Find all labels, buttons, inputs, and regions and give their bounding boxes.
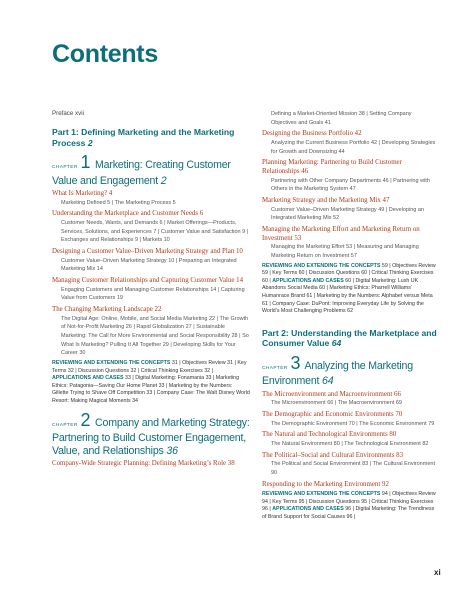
toc-review-block[interactable] (262, 491, 437, 521)
toc-subsection-entry[interactable]: The Political and Social Environment 83 | The Cultural Environment 90 (271, 461, 435, 476)
toc-left-column (52, 110, 250, 469)
toc-section-entry[interactable]: Designing the Business Portfolio 42 (262, 130, 362, 138)
review-heading: REVIEWING AND EXTENDING THE CONCEPTS (52, 360, 171, 367)
chapter-label: CHAPTER (52, 165, 78, 170)
review-heading-page: 59 (381, 262, 388, 269)
applications-heading: APPLICATIONS AND CASES (52, 375, 124, 382)
toc-section-entry[interactable]: Managing the Marketing Effort and Marketing Return on Investment 53 (262, 226, 420, 242)
applications-items: | Digital Marketing: The Trendiness of Brand Support for Social Causes 96 | (262, 506, 435, 521)
toc-chapter-heading[interactable] (52, 152, 250, 187)
toc-subsection-entry[interactable]: Managing the Marketing Effort 53 | Measuring and Managing Marketing Return on Investment 57 (271, 244, 419, 259)
toc-part-heading[interactable] (52, 127, 250, 148)
applications-items: | Digital Marketing: Fonamania 33 | Marketing Ethics: Patagonia—Saving Our Home Planet 33 | Marketing by the Numbers: Gillette Trying to Shave Off Competition 33 | Company Case: The Walt Disney World Resort: Making Magical Moments 34 (52, 375, 250, 405)
toc-review-block[interactable] (262, 263, 437, 316)
chapter-page: 2 (160, 174, 167, 187)
applications-heading-page: 33 (125, 375, 131, 382)
toc-section-entry[interactable]: The Demographic and Economic Environments 70 (262, 411, 403, 419)
review-items: | Objectives Review 31 | Key Terms 32 | Discussion Questions 32 | Critical Thinking Exercises 32 | (52, 360, 247, 374)
toc-subsection-entry[interactable]: The Natural Environment 80 | The Technological Environment 82 (271, 440, 429, 447)
toc-section-entry[interactable]: Managing Customer Relationships and Capturing Customer Value 14 (52, 277, 244, 284)
part-page: 2 (87, 137, 93, 148)
chapter-title: Company and Marketing Strategy: Partnering to Build Customer Engagement, Value, and Relationships (52, 416, 250, 457)
review-heading: REVIEWING AND EXTENDING THE CONCEPTS (262, 491, 381, 498)
toc-section-entry[interactable]: Marketing Strategy and the Marketing Mix 47 (262, 197, 390, 204)
toc-subsection-entry[interactable]: Customer Needs, Wants, and Demands 6 | Market Offerings—Products, Services, Solutions, and Experiences 7 | Customer Value and Satisfaction 9 | Exchanges and Relationships 9 | Markets 10 (61, 219, 249, 244)
toc-section-entry[interactable]: The Natural and Technological Environments 80 (262, 431, 397, 439)
toc-subsection-entry[interactable]: Customer Value–Driven Marketing Strategy 49 | Developing an Integrated Marketing Mix 52 (271, 206, 424, 222)
toc-part-heading[interactable] (262, 328, 437, 349)
chapter-title: Analyzing the Marketing Environment (262, 359, 413, 388)
applications-heading: APPLICATIONS AND CASES (272, 506, 344, 513)
toc-subsection-entry[interactable]: The Digital Age: Online, Mobile, and Social Media Marketing 22 | The Growth of Not-for-Profit Marketing 26 | Rapid Globalization 27 | Sustainable Marketing: The Call for More Environmental and Social Responsibility 28 | So What Is Marketing? Pulling It All Together 29 | Developing Skills for Your Career 30 (61, 315, 249, 357)
toc-section-entry[interactable]: The Microenvironment and Macroenvironment 66 (262, 390, 401, 398)
chapter-number: 1 (80, 152, 91, 172)
applications-heading-page: 96 (345, 506, 352, 513)
applications-items: | Digital Marketing: Lush UK Abandons Social Media 60 | Marketing Ethics: Pharrell Williams’ Humanrace Brand 61 | Marketing by the Numbers: Alphabet versus Meta 61 | Company Case: DuPont: Improving Everyday Life by Solving the World’s Most Challenging Problems 62 (262, 277, 433, 315)
page-number: xi (434, 568, 441, 577)
toc-section-entry[interactable]: What Is Marketing? 4 (52, 190, 113, 197)
toc-chapter-heading[interactable] (52, 409, 250, 458)
part-title: Part 1: Defining Marketing and the Marketing Process (52, 127, 235, 148)
page-title: Contents (52, 40, 158, 68)
preface-entry[interactable]: Preface xvii (52, 110, 84, 117)
chapter-page: 64 (322, 375, 334, 388)
toc-subsection-entry[interactable]: Partnering with Other Company Departments 46 | Partnering with Others in the Marketing System 47 (271, 177, 430, 193)
toc-section-entry[interactable]: Company-Wide Strategic Planning: Defining Marketing’s Role 38 (52, 460, 235, 468)
toc-subsection-entry[interactable]: The Demographic Environment 70 | The Economic Environment 79 (271, 420, 435, 427)
toc-subsection-entry[interactable]: Marketing Defined 5 | The Marketing Process 5 (61, 199, 176, 206)
toc-subsection-entry[interactable]: Defining a Market-Oriented Mission 38 | Setting Company Objectives and Goals 41 (271, 111, 412, 126)
applications-heading: APPLICATIONS AND CASES (272, 277, 344, 284)
toc-section-entry[interactable]: Planning Marketing: Partnering to Build Customer Relationships 46 (262, 159, 402, 175)
toc-subsection-entry[interactable]: Customer Value–Driven Marketing Strategy 10 | Preparing an Integrated Marketing Mix 14 (61, 257, 237, 273)
part-title: Part 2: Understanding the Marketplace and Consumer Value (262, 327, 437, 349)
toc-subsection-entry[interactable]: Engaging Customers and Managing Customer Relationships 14 | Capturing Value from Customers 19 (61, 286, 245, 302)
toc-section-entry[interactable]: Understanding the Marketplace and Customer Needs 6 (52, 210, 204, 218)
toc-chapter-heading[interactable] (262, 352, 437, 388)
chapter-label: CHAPTER (52, 422, 78, 428)
chapter-number: 2 (80, 409, 91, 430)
toc-subsection-entry[interactable]: Analyzing the Current Business Portfolio 42 | Developing Strategies for Growth and Downsizing 44 (271, 140, 436, 155)
review-items: | Objectives Review 94 | Key Terms 95 | Discussion Questions 95 | Critical Thinking Exercises 96 | (262, 491, 436, 513)
toc-section-entry[interactable]: The Political–Social and Cultural Environments 83 (262, 451, 404, 459)
review-heading-page: 94 (381, 491, 388, 498)
chapter-number: 3 (290, 352, 301, 373)
toc-section-entry[interactable]: The Changing Marketing Landscape 22 (52, 306, 162, 313)
part-page: 64 (331, 338, 342, 349)
review-heading-page: 31 (171, 360, 178, 367)
chapter-page: 36 (166, 444, 178, 457)
toc-review-block[interactable] (52, 360, 250, 406)
chapter-label: CHAPTER (262, 365, 288, 371)
applications-heading-page: 60 (345, 277, 352, 284)
toc-section-entry[interactable]: Responding to the Marketing Environment 92 (262, 480, 389, 488)
chapter-title: Marketing: Creating Customer Value and Engagement (52, 159, 231, 187)
review-items: | Objectives Review 59 | Key Terms 60 | Discussion Questions 60 | Critical Thinking Exercises 60 | (262, 262, 436, 284)
toc-subsection-entry[interactable]: The Microenvironment 66 | The Macroenvironment 69 (271, 400, 402, 407)
toc-right-column (262, 110, 437, 522)
review-heading: REVIEWING AND EXTENDING THE CONCEPTS (262, 262, 381, 269)
toc-section-entry[interactable]: Designing a Customer Value–Driven Marketing Strategy and Plan 10 (52, 248, 243, 255)
